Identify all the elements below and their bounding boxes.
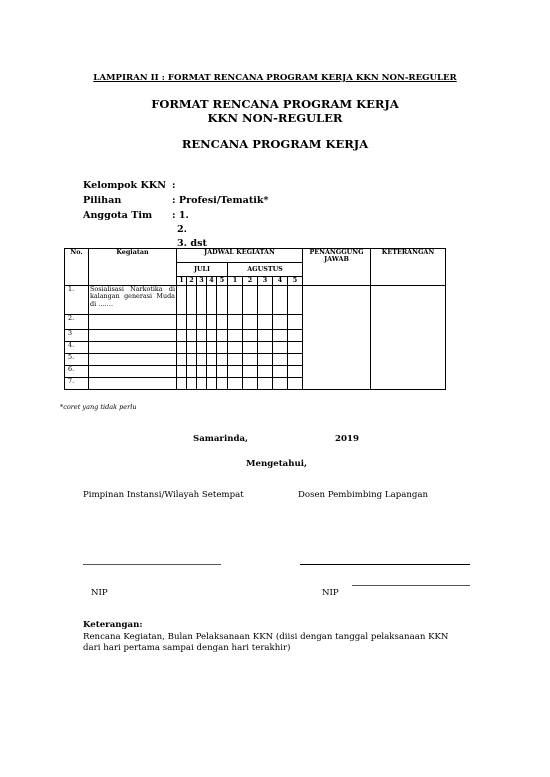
- header-penanggung-jawab: PENANGGUNG JAWAB: [303, 249, 371, 286]
- kelompok-label: Kelompok KKN: [83, 180, 166, 191]
- header-no: No.: [65, 249, 89, 286]
- right-signer-title: Dosen Pembimbing Lapangan: [298, 490, 429, 500]
- week-number: 4: [207, 277, 217, 286]
- header-jadwal: JADWAL KEGIATAN: [177, 249, 303, 263]
- row-kegiatan: [89, 378, 177, 390]
- anggota-value-3: 3. dst: [177, 238, 207, 249]
- keterangan-cell: [371, 286, 446, 390]
- anggota-label: Anggota Tim: [83, 210, 153, 221]
- signature-place: Samarinda,: [193, 434, 249, 444]
- left-signature-line: [83, 564, 221, 565]
- row-number: 1.: [65, 286, 89, 315]
- attachment-heading: LAMPIRAN II : FORMAT RENCANA PROGRAM KERJA KKN NON-REGULER: [93, 73, 457, 83]
- week-number: 4: [273, 277, 288, 286]
- week-number: 3: [197, 277, 207, 286]
- pilihan-value: : Profesi/Tematik*: [172, 195, 269, 206]
- row-number: 5.: [65, 354, 89, 366]
- penanggung-jawab-cell: [303, 286, 371, 390]
- program-table: [64, 248, 446, 390]
- week-number: 5: [288, 277, 303, 286]
- week-number: 5: [217, 277, 228, 286]
- header-kegiatan: Kegiatan: [89, 249, 177, 286]
- week-number: 2: [187, 277, 197, 286]
- left-nip: NIP: [91, 588, 108, 598]
- right-signature-line: [300, 564, 470, 565]
- week-number: 1: [177, 277, 187, 286]
- right-signature-underline: [352, 585, 470, 586]
- doc-subtitle: KKN NON-REGULER: [207, 111, 343, 125]
- header-keterangan: KETERANGAN: [371, 249, 446, 286]
- row-kegiatan: Sosialisasi Narkotika di kalangan generasi Muda di …….: [89, 286, 177, 315]
- header-juli: JULI: [177, 263, 228, 277]
- signature-year: 2019: [335, 434, 359, 444]
- notes-label: Keterangan:: [83, 620, 143, 630]
- anggota-value-2: 2.: [177, 224, 188, 235]
- week-number: 3: [258, 277, 273, 286]
- doc-title: FORMAT RENCANA PROGRAM KERJA: [151, 97, 399, 111]
- notes-line-2: dari hari pertama sampai dengan hari terakhir): [83, 643, 291, 653]
- kelompok-value: :: [172, 180, 176, 191]
- row-kegiatan: [89, 330, 177, 342]
- footnote: *coret yang tidak perlu: [60, 403, 137, 411]
- notes-line-1: Rencana Kegiatan, Bulan Pelaksanaan KKN (diisi dengan tanggal pelaksanaan KKN: [83, 632, 449, 642]
- row-kegiatan: [89, 354, 177, 366]
- table-row: [65, 286, 446, 315]
- anggota-value-1: : 1.: [172, 210, 189, 221]
- section-title: RENCANA PROGRAM KERJA: [181, 137, 369, 151]
- week-number: 2: [243, 277, 258, 286]
- pilihan-label: Pilihan: [83, 195, 122, 206]
- row-number: 2.: [65, 315, 89, 330]
- row-number: 4.: [65, 342, 89, 354]
- right-nip: NIP: [322, 588, 339, 598]
- week-number: 1: [228, 277, 243, 286]
- row-number: 6.: [65, 366, 89, 378]
- left-signer-title: Pimpinan Instansi/Wilayah Setempat: [83, 490, 244, 500]
- row-number: 3: [65, 330, 89, 342]
- mengetahui-label: Mengetahui,: [246, 459, 307, 469]
- header-agustus: AGUSTUS: [228, 263, 303, 277]
- row-kegiatan: [89, 366, 177, 378]
- row-number: 7.: [65, 378, 89, 390]
- row-kegiatan: [89, 342, 177, 354]
- row-kegiatan: [89, 315, 177, 330]
